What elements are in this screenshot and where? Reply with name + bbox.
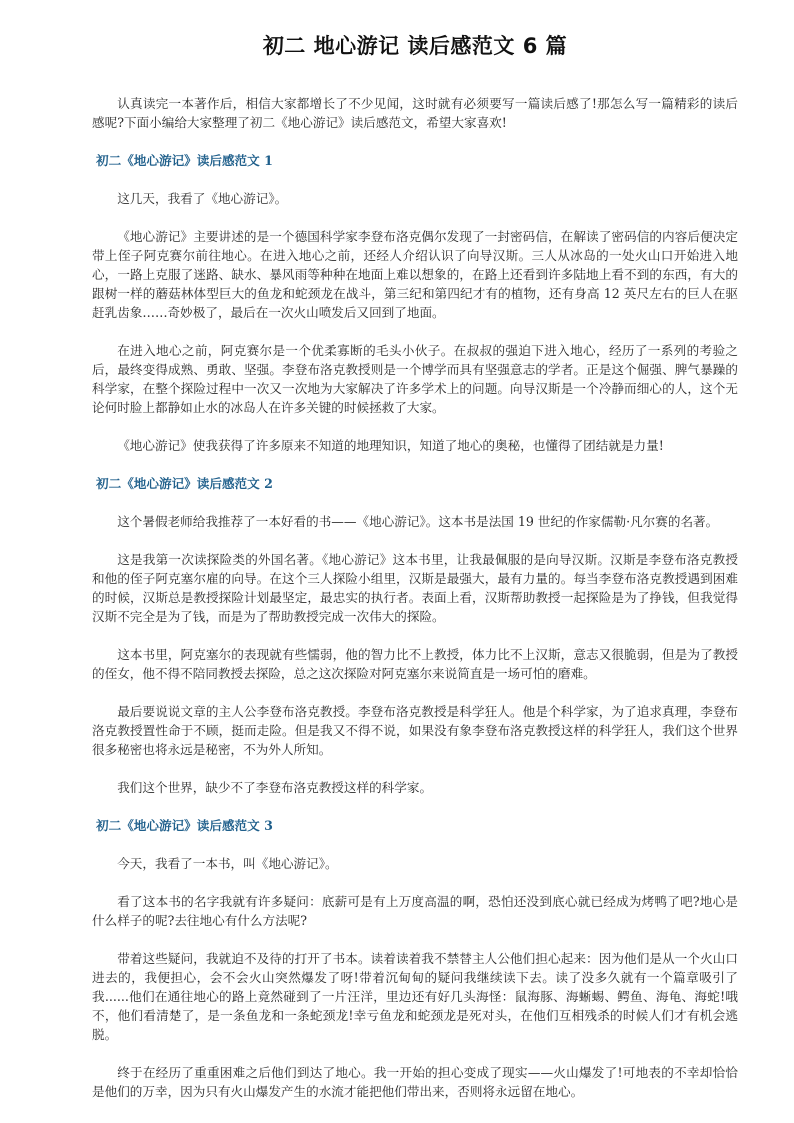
paragraph: 这几天，我看了《地心游记》。	[117, 191, 288, 206]
paragraph: 我们这个世界，缺少不了李登布洛克教授这样的科学家。	[117, 780, 433, 795]
paragraph: 这个暑假老师给我推荐了一本好看的书——《地心游记》。这本书是法国 19 世纪的作家儒勒·凡尔赛的名著。	[117, 514, 719, 529]
section-heading-3: 初二《地心游记》读后感范文 3	[96, 818, 273, 833]
paragraph: 看了这本书的名字我就有许多疑问：底薪可是有上万度高温的啊，恐怕还没到底心就已经成为烤鸭了吧?地心是什么样子的呢?去往地心有什么方法呢?	[92, 894, 738, 928]
paragraph: 在进入地心之前，阿克赛尔是一个优柔寡断的毛头小伙子。在叔叔的强迫下进入地心，经历了一系列的考验之后，最终变得成熟、勇敢、坚强。李登布洛克教授则是一个博学而具有坚强意志的学者。正是这个倔强、脾气暴躁的科学家，在整个探险过程中一次又一次地为大家解决了许多学术上的问题。向导汉斯是一个冷静而细心的人，这个无论何时脸上都静如止水的冰岛人在许多关键的时候拯救了大家。	[92, 343, 738, 415]
paragraph: 今天，我看了一本书，叫《地心游记》。	[117, 856, 338, 871]
section-heading-1: 初二《地心游记》读后感范文 1	[96, 153, 273, 168]
paragraph: 这本书里，阿克塞尔的表现就有些懦弱，他的智力比不上教授，体力比不上汉斯，意志又很脆弱，但是为了教授的侄女，他不得不陪同教授去探险，总之这次探险对阿克塞尔来说简直是一场可怕的磨难。	[92, 647, 738, 681]
paragraph: 最后要说说文章的主人公李登布洛克教授。李登布洛克教授是科学狂人。他是个科学家，为了追求真理，李登布洛克教授置性命于不顾，挺而走险。但是我又不得不说，如果没有象李登布洛克教授这样的科学狂人，我们这个世界很多秘密也将永远是秘密，不为外人所知。	[92, 704, 738, 757]
document-title: 初二 地心游记 读后感范文 6 篇	[262, 34, 568, 58]
paragraph: 这是我第一次读探险类的外国名著。《地心游记》这本书里，让我最佩服的是向导汉斯。汉斯是李登布洛克教授和他的侄子阿克塞尔雇的向导。在这个三人探险小组里，汉斯是最强大，最有力量的。每当李登布洛克教授遇到困难的时候，汉斯总是教授探险计划最坚定，最忠实的执行者。表面上看，汉斯帮助教授一起探险是为了挣钱，但我觉得汉斯不完全是为了钱，而是为了帮助教授完成一次伟大的探险。	[92, 552, 738, 624]
paragraph: 《地心游记》使我获得了许多原来不知道的地理知识，知道了地心的奥秘，也懂得了团结就是力量!	[117, 438, 664, 453]
paragraph: 《地心游记》主要讲述的是一个德国科学家李登布洛克偶尔发现了一封密码信，在解读了密码信的内容后便决定带上侄子阿克赛尔前往地心。在进入地心之前，还经人介绍认识了向导汉斯。三人从冰岛的一处火山口开始进入地心，一路上克服了迷路、缺水、暴风雨等种种在地面上难以想象的，在路上还看到许多陆地上看不到的东西，有大的跟树一样的蘑菇林体型巨大的鱼龙和蛇颈龙在战斗，第三纪和第四纪才有的植物，还有身高 12 英尺左右的巨人在驱赶乳齿象……奇妙极了，最后在一次火山喷发后又回到了地面。	[92, 229, 738, 320]
intro-paragraph: 认真读完一本著作后，相信大家都增长了不少见闻，这时就有必须要写一篇读后感了!那怎么写一篇精彩的读后感呢?下面小编给大家整理了初二《地心游记》读后感范文，希望大家喜欢!	[92, 96, 738, 130]
document-page	[92, 32, 738, 1120]
paragraph: 终于在经历了重重困难之后他们到达了地心。我一开始的担心变成了现实——火山爆发了!可地表的不幸却恰恰是他们的万幸，因为只有火山爆发产生的水流才能把他们带出来，否则将永远留在地心。	[92, 1065, 738, 1099]
section-heading-2: 初二《地心游记》读后感范文 2	[96, 476, 273, 491]
paragraph: 带着这些疑问，我就迫不及待的打开了书本。读着读着我不禁替主人公他们担心起来：因为他们是从一个火山口进去的，我便担心，会不会火山突然爆发了呀!带着沉甸甸的疑问我继续读下去。读了没多久就有一个篇章吸引了我......他们在通往地心的路上竟然碰到了一片汪洋，里边还有好几头海怪：鼠海豚、海蜥蜴、鳄鱼、海龟、海蛇!哦不，他们看清楚了，是一条鱼龙和一条蛇颈龙!幸亏鱼龙和蛇颈龙是死对头，在他们互相残杀的时候人们才有机会逃脱。	[92, 951, 738, 1042]
